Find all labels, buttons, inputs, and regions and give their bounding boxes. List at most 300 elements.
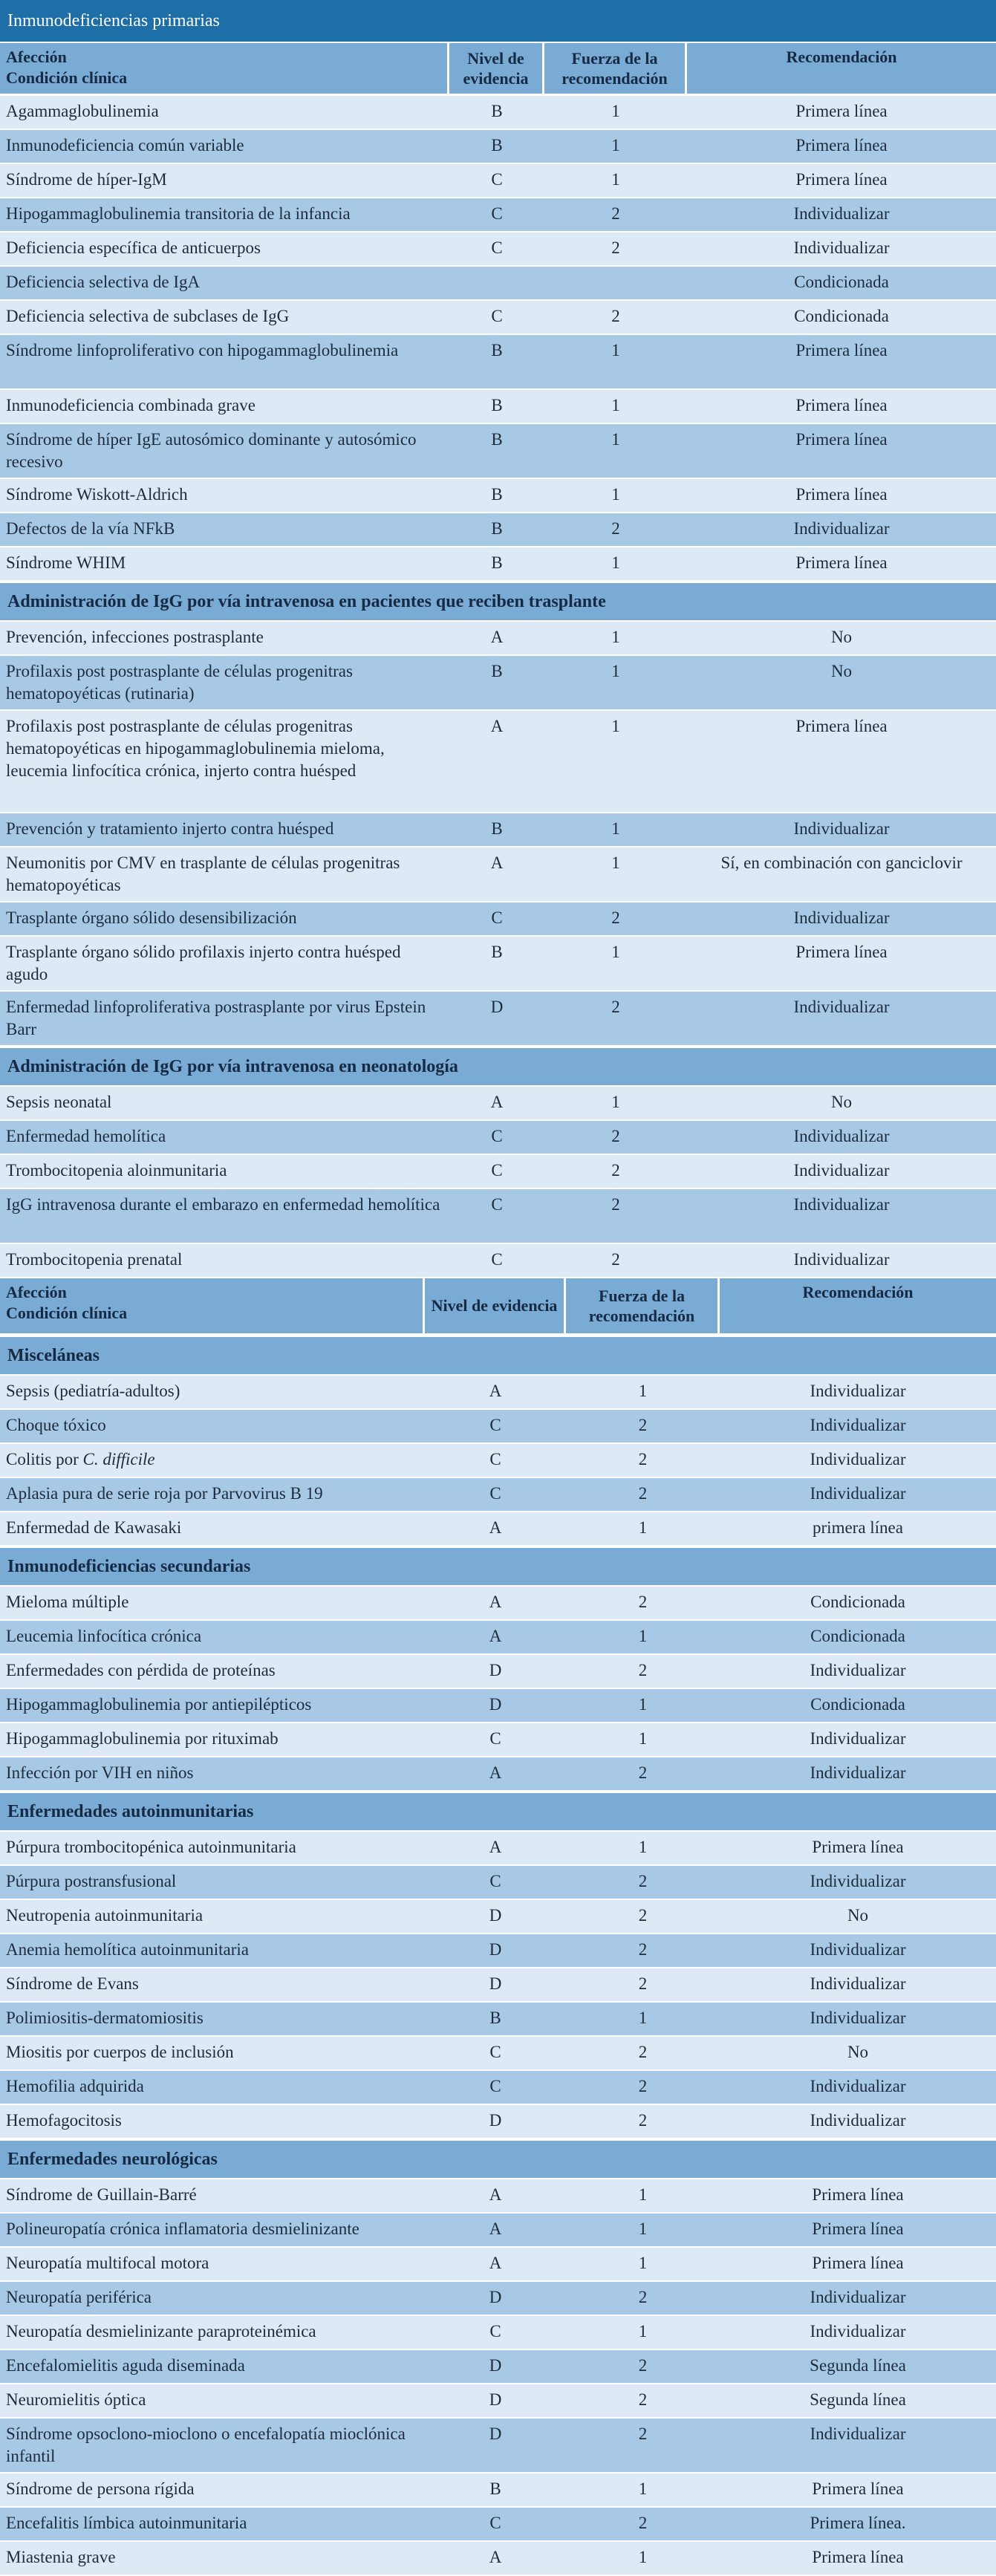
evidence-cell: C	[491, 238, 503, 257]
recommendation-cell: Primera línea	[795, 943, 888, 961]
table-row	[0, 198, 996, 232]
header-evidence: Nivel de evidencia	[449, 43, 544, 94]
recommendation-cell: Primera línea	[812, 1838, 904, 1856]
evidence-cell: B	[491, 485, 503, 504]
recommendation-cell: Primera línea	[795, 485, 888, 504]
strength-cell: 2	[611, 1127, 620, 1145]
table-row	[0, 1587, 996, 1621]
table-row	[0, 813, 996, 848]
strength-cell: 1	[638, 1382, 648, 1400]
condition-cell: Neuropatía multifocal motora	[6, 2254, 209, 2272]
recommendation-cell: Individualizar	[793, 519, 890, 538]
condition-cell: Neuropatía desmielinizante paraproteinémica	[6, 2322, 316, 2341]
table-row	[0, 96, 996, 130]
recommendation-cell: Primera línea	[795, 170, 888, 189]
strength-cell: 2	[638, 1940, 648, 1959]
strength-cell: 1	[638, 1838, 648, 1856]
recommendation-cell: Individualizar	[793, 1195, 890, 1214]
condition-cell: Síndrome linfoproliferativo con hipogammaglobulinemia	[6, 341, 399, 360]
condition-cell: Defectos de la vía NFkB	[6, 519, 175, 538]
strength-cell: 1	[611, 943, 620, 961]
evidence-cell: C	[491, 307, 503, 325]
strength-cell: 2	[638, 2043, 648, 2061]
condition-cell: Deficiencia selectiva de subclases de IgG	[6, 307, 290, 325]
header-recommendation: Recomendación	[802, 1283, 914, 1301]
strength-cell: 1	[611, 717, 620, 735]
condition-cell: Síndrome de persona rígida	[6, 2479, 195, 2498]
recommendation-cell: Segunda línea	[810, 2356, 906, 2375]
condition-cell: Encefalomielitis aguda diseminada	[6, 2356, 245, 2375]
condition-cell: Enfermedad hemolítica	[6, 1127, 166, 1145]
table-part-2	[0, 1278, 996, 2576]
evidence-cell: D	[489, 1661, 502, 1679]
condition-cell: Sepsis (pediatría-adultos)	[6, 1382, 180, 1400]
strength-cell: 2	[638, 1450, 648, 1468]
evidence-cell: A	[489, 1518, 502, 1537]
column-header-row	[0, 1278, 996, 1336]
strength-cell: 2	[611, 307, 620, 325]
table-row	[0, 2473, 996, 2508]
evidence-cell: A	[489, 2548, 502, 2566]
evidence-cell: D	[490, 998, 504, 1016]
evidence-cell: A	[490, 853, 504, 872]
condition-cell: Hipogammaglobulinemia transitoria de la infancia	[6, 204, 351, 223]
recommendation-cell: Individualizar	[810, 2009, 906, 2027]
header-condition-line1: Afección	[6, 48, 67, 66]
evidence-cell: B	[491, 396, 503, 414]
evidence-cell: B	[491, 662, 503, 680]
header-condition	[0, 43, 449, 94]
evidence-cell: B	[491, 136, 503, 155]
section-header: Enfermedades neurológicas	[0, 2139, 996, 2179]
evidence-cell: A	[489, 2219, 502, 2238]
evidence-cell: B	[491, 341, 503, 360]
header-strength: Fuerza de la recomendación	[544, 43, 687, 94]
table-row	[0, 1376, 996, 1410]
strength-cell: 1	[611, 1093, 620, 1111]
strength-cell: 1	[638, 2548, 648, 2566]
table-row	[0, 1244, 996, 1278]
evidence-cell: A	[489, 2254, 502, 2272]
table-row	[0, 513, 996, 547]
strength-cell: 1	[638, 2479, 648, 2498]
strength-cell: 2	[638, 2077, 648, 2095]
condition-cell: Mieloma múltiple	[6, 1593, 129, 1611]
strength-cell: 2	[638, 2514, 648, 2532]
condition-cell: Leucemia linfocítica crónica	[6, 1627, 202, 1645]
evidence-cell: C	[491, 1161, 503, 1180]
table-row	[0, 1689, 996, 1723]
recommendation-cell: Individualizar	[810, 1940, 906, 1959]
evidence-cell: D	[489, 2424, 502, 2443]
section-header: Enfermedades autoinmunitarias	[0, 1792, 996, 1832]
strength-cell: 2	[611, 519, 620, 538]
recommendation-cell: Primera línea	[812, 2185, 904, 2204]
evidence-cell: C	[489, 1450, 501, 1468]
condition-cell: Inmunodeficiencia común variable	[6, 136, 244, 155]
recommendation-cell: No	[830, 1093, 853, 1111]
table-row	[0, 1723, 996, 1757]
table-row	[0, 656, 996, 711]
recommendation-cell: Individualizar	[810, 2288, 906, 2306]
recommendation-cell: Individualizar	[793, 1127, 890, 1145]
condition-cell: Deficiencia específica de anticuerpos	[6, 238, 261, 257]
condition-cell: Miositis por cuerpos de inclusión	[6, 2043, 234, 2061]
strength-cell: 2	[638, 1906, 648, 1925]
evidence-cell: C	[491, 1127, 503, 1145]
condition-italic-organism: C. difficile	[82, 1450, 155, 1468]
recommendation-cell: No	[830, 662, 853, 680]
condition-cell: Neuromielitis óptica	[6, 2390, 146, 2409]
section-header: Inmunodeficiencias secundarias	[0, 1546, 996, 1587]
table-row	[0, 424, 996, 479]
recommendation-cell: Individualizar	[810, 2322, 906, 2341]
condition-cell: Síndrome WHIM	[6, 553, 126, 572]
table-title: Inmunodeficiencias primarias	[0, 0, 996, 43]
table-row	[0, 301, 996, 335]
table-row	[0, 1968, 996, 2003]
recommendation-cell: Individualizar	[810, 2424, 906, 2443]
strength-cell: 2	[638, 1416, 648, 1434]
table-row	[0, 1900, 996, 1934]
condition-cell: Hemofilia adquirida	[6, 2077, 144, 2095]
evidence-cell: B	[491, 430, 503, 449]
strength-cell: 2	[611, 998, 620, 1016]
condition-cell: Trasplante órgano sólido desensibilización	[6, 908, 297, 927]
evidence-cell: C	[489, 2043, 501, 2061]
strength-cell: 1	[638, 1695, 648, 1714]
evidence-cell: A	[489, 1838, 502, 1856]
strength-cell: 2	[638, 2390, 648, 2409]
condition-text: Colitis por	[6, 1450, 79, 1468]
strength-cell: 1	[611, 485, 620, 504]
table-row	[0, 2384, 996, 2419]
recommendation-cell: Individualizar	[810, 1661, 906, 1679]
evidence-cell: B	[491, 943, 503, 961]
evidence-cell	[449, 267, 544, 299]
evidence-cell: B	[491, 553, 503, 572]
evidence-cell: D	[489, 1695, 502, 1714]
evidence-cell: B	[489, 2009, 501, 2027]
table-row	[0, 164, 996, 198]
table-row	[0, 1621, 996, 1655]
table-row	[0, 1757, 996, 1792]
condition-cell: Síndrome Wiskott-Aldrich	[6, 485, 188, 504]
strength-cell: 1	[611, 430, 620, 449]
table-row	[0, 937, 996, 992]
condition-cell: Trombocitopenia prenatal	[6, 1250, 183, 1269]
strength-cell: 2	[611, 1250, 620, 1269]
condition-cell: Profilaxis post postrasplante de células progenitras hematopoyéticas en hipogammaglobulinemia mieloma, leucemia linfocítica crónica, injerto contra huésped	[6, 717, 385, 780]
evidence-cell: C	[491, 204, 503, 223]
strength-cell: 2	[638, 1593, 648, 1611]
table-row	[0, 2179, 996, 2214]
recommendation-cell: Primera línea	[795, 341, 888, 360]
recommendation-cell: Primera línea	[795, 136, 888, 155]
recommendation-cell: Primera línea	[795, 430, 888, 449]
section-header: Administración de IgG por vía intravenosa en pacientes que reciben trasplante	[0, 582, 996, 622]
recommendation-cell: primera línea	[813, 1518, 903, 1537]
evidence-cell: B	[491, 102, 503, 120]
strength-cell: 2	[638, 2288, 648, 2306]
strength-cell: 2	[638, 1661, 648, 1679]
condition-cell: Púrpura postransfusional	[6, 1872, 177, 1890]
table-row	[0, 2214, 996, 2248]
strength-cell: 2	[638, 1974, 648, 1993]
evidence-cell: C	[491, 1195, 503, 1214]
header-strength: Fuerza de la recomendación	[566, 1278, 720, 1333]
strength-cell: 1	[638, 2322, 648, 2341]
recommendation-cell: No	[830, 628, 853, 646]
condition-cell: Polineuropatía crónica inflamatoria desmielinizante	[6, 2219, 359, 2238]
condition-cell: Agammaglobulinemia	[6, 102, 159, 120]
recommendation-cell: Individualizar	[810, 1450, 906, 1468]
table-row	[0, 1087, 996, 1121]
strength-cell: 1	[638, 1729, 648, 1748]
condition-cell: Síndrome de híper-IgM	[6, 170, 167, 189]
evidence-cell: B	[489, 2479, 501, 2498]
evidence-cell: C	[491, 1250, 503, 1269]
condition-cell: Anemia hemolítica autoinmunitaria	[6, 1940, 250, 1959]
section-header: Misceláneas	[0, 1336, 996, 1376]
recommendation-cell: Condicionada	[810, 1627, 905, 1645]
table-row	[0, 1512, 996, 1546]
condition-cell: Hipogammaglobulinemia por rituximab	[6, 1729, 279, 1748]
header-condition-line2: Condición clínica	[6, 68, 128, 87]
table-row	[0, 2419, 996, 2473]
recommendation-cell: Individualizar	[810, 1729, 906, 1748]
condition-cell: Enfermedad linfoproliferativa postrasplante por virus Epstein Barr	[6, 998, 426, 1038]
table-row	[0, 130, 996, 164]
table-row	[0, 1189, 996, 1244]
evidence-cell: A	[489, 1763, 502, 1782]
evidence-cell: D	[489, 2288, 502, 2306]
condition-cell: Síndrome de Guillain-Barré	[6, 2185, 197, 2204]
table-row	[0, 2350, 996, 2384]
table-row	[0, 2542, 996, 2576]
recommendation-cell: Primera línea	[795, 553, 888, 572]
recommendation-cell: Segunda línea	[810, 2390, 906, 2409]
recommendation-cell: Primera línea	[812, 2219, 904, 2238]
table-row	[0, 2248, 996, 2282]
strength-cell: 1	[638, 2009, 648, 2027]
condition-cell: Infección por VIH en niños	[6, 1763, 194, 1782]
recommendation-cell: Sí, en combinación con ganciclovir	[720, 853, 963, 872]
table-row	[0, 1478, 996, 1512]
table-row	[0, 2071, 996, 2105]
header-recommendation: Recomendación	[786, 48, 897, 66]
condition-cell: Trasplante órgano sólido profilaxis injerto contra huésped agudo	[6, 943, 401, 983]
recommendation-cell: Primera línea	[812, 2479, 904, 2498]
condition-cell: Sepsis neonatal	[6, 1093, 112, 1111]
strength-cell: 2	[611, 1195, 620, 1214]
condition-cell: Síndrome de Evans	[6, 1974, 139, 1993]
recommendation-cell: Individualizar	[810, 1416, 906, 1434]
recommendation-cell: Individualizar	[793, 1161, 890, 1180]
evidence-cell: C	[489, 2514, 501, 2532]
condition-cell: Enfermedad de Kawasaki	[6, 1518, 182, 1537]
table-row	[0, 335, 996, 390]
recommendation-cell: Primera línea	[812, 2254, 904, 2272]
table-row	[0, 2316, 996, 2350]
evidence-cell: C	[491, 908, 503, 927]
strength-cell: 2	[638, 1872, 648, 1890]
column-header-row	[0, 43, 996, 96]
strength-cell: 2	[611, 238, 620, 257]
table-row	[0, 848, 996, 902]
strength-cell: 1	[611, 553, 620, 572]
table-row	[0, 1832, 996, 1866]
recommendation-cell: Condicionada	[810, 1593, 905, 1611]
recommendation-cell: Individualizar	[810, 1763, 906, 1782]
section-header: Administración de IgG por vía intravenosa en neonatología	[0, 1047, 996, 1087]
recommendation-cell: Individualizar	[793, 908, 890, 927]
recommendation-cell: No	[847, 2043, 869, 2061]
condition-cell: Púrpura trombocitopénica autoinmunitaria	[6, 1838, 296, 1856]
strength-cell: 1	[611, 662, 620, 680]
evidence-cell: D	[489, 2390, 502, 2409]
table-row	[0, 1866, 996, 1900]
condition-cell: Trombocitopenia aloinmunitaria	[6, 1161, 227, 1180]
strength-cell: 1	[611, 136, 620, 155]
strength-cell: 1	[611, 853, 620, 872]
condition-cell: Hemofagocitosis	[6, 2111, 122, 2130]
evidence-cell: A	[490, 717, 504, 735]
recommendation-cell: Individualizar	[810, 2111, 906, 2130]
recommendation-cell: Individualizar	[810, 1872, 906, 1890]
evidence-cell: C	[489, 1416, 501, 1434]
header-condition-line1: Afección	[6, 1283, 67, 1301]
condition-cell: Encefalitis límbica autoinmunitaria	[6, 2514, 247, 2532]
condition-cell: Choque tóxico	[6, 1416, 106, 1434]
recommendation-cell: Individualizar	[810, 2077, 906, 2095]
condition-cell: Enfermedades con pérdida de proteínas	[6, 1661, 276, 1679]
recommendation-cell: Condicionada	[794, 307, 889, 325]
table-row	[0, 992, 996, 1047]
table-row	[0, 1155, 996, 1189]
condition-cell: Síndrome de híper IgE autosómico dominante y autosómico recesivo	[6, 430, 417, 471]
condition-cell: Síndrome opsoclono-mioclono o encefalopatía mioclónica infantil	[6, 2424, 406, 2465]
table-row	[0, 547, 996, 582]
condition-cell: Prevención, infecciones postrasplante	[6, 628, 264, 646]
strength-cell: 2	[638, 2424, 648, 2443]
recommendation-cell: Individualizar	[793, 998, 890, 1016]
condition-cell: Neuropatía periférica	[6, 2288, 152, 2306]
evidence-cell: B	[491, 819, 503, 838]
strength-cell: 1	[638, 1518, 648, 1537]
table-row	[0, 267, 996, 301]
recommendation-cell: Condicionada	[810, 1695, 905, 1714]
recommendation-cell: Primera línea.	[810, 2514, 906, 2532]
table-row	[0, 2508, 996, 2542]
table-row	[0, 711, 996, 813]
strength-cell: 1	[638, 1627, 648, 1645]
condition-cell: Deficiencia selectiva de IgA	[6, 273, 201, 291]
evidence-cell: D	[489, 1906, 502, 1925]
condition-cell: Miastenia grave	[6, 2548, 116, 2566]
header-condition	[0, 1278, 425, 1333]
recommendation-cell: Individualizar	[793, 204, 890, 223]
evidence-cell: D	[489, 2111, 502, 2130]
table-row	[0, 902, 996, 937]
strength-cell: 1	[611, 819, 620, 838]
table-row	[0, 622, 996, 656]
evidence-cell: C	[489, 2077, 501, 2095]
table-row	[0, 232, 996, 267]
condition-cell: Aplasia pura de serie roja por Parvovirus B 19	[6, 1484, 323, 1503]
strength-cell: 1	[611, 341, 620, 360]
table-row	[0, 1655, 996, 1689]
evidence-cell: A	[489, 1382, 502, 1400]
recommendation-cell: Condicionada	[794, 273, 889, 291]
condition-cell: Neutropenia autoinmunitaria	[6, 1906, 204, 1925]
condition-cell: Polimiositis-dermatomiositis	[6, 2009, 204, 2027]
evidence-cell: D	[489, 2356, 502, 2375]
recommendation-cell: Individualizar	[793, 238, 890, 257]
recommendation-cell: Primera línea	[812, 2548, 904, 2566]
recommendation-cell: Individualizar	[810, 1974, 906, 1993]
recommendation-cell: No	[847, 1906, 869, 1925]
evidence-cell: C	[489, 1729, 501, 1748]
strength-cell: 1	[611, 170, 620, 189]
table-row	[0, 2003, 996, 2037]
strength-cell: 2	[638, 1484, 648, 1503]
table-row	[0, 390, 996, 424]
condition-cell: Profilaxis post postrasplante de células progenitras hematopoyéticas (rutinaria)	[6, 662, 353, 703]
condition-cell: Inmunodeficiencia combinada grave	[6, 396, 255, 414]
table-row	[0, 2105, 996, 2139]
strength-cell: 2	[638, 2356, 648, 2375]
evidence-cell: D	[489, 1974, 502, 1993]
evidence-cell: D	[489, 1940, 502, 1959]
recommendation-cell: Individualizar	[793, 819, 890, 838]
evidence-cell: A	[489, 2185, 502, 2204]
strength-cell: 1	[611, 102, 620, 120]
strength-cell: 2	[638, 2111, 648, 2130]
strength-cell: 2	[638, 1763, 648, 1782]
evidence-cell: A	[489, 1627, 502, 1645]
recommendation-cell: Individualizar	[810, 1484, 906, 1503]
strength-cell	[544, 267, 687, 299]
evidence-cell: A	[489, 1593, 502, 1611]
table-row	[0, 479, 996, 513]
condition-cell: IgG intravenosa durante el embarazo en enfermedad hemolítica	[6, 1195, 440, 1214]
recommendation-cell: Primera línea	[795, 717, 888, 735]
strength-cell: 2	[611, 1161, 620, 1180]
evidence-cell: B	[491, 519, 503, 538]
strength-cell: 2	[611, 908, 620, 927]
condition-cell: Hipogammaglobulinemia por antiepilépticos	[6, 1695, 312, 1714]
table-row	[0, 1121, 996, 1155]
recommendation-cell: Individualizar	[793, 1250, 890, 1269]
condition-cell: Prevención y tratamiento injerto contra huésped	[6, 819, 334, 838]
evidence-cell: C	[491, 170, 503, 189]
header-evidence: Nivel de evidencia	[425, 1278, 566, 1333]
table-row	[0, 1934, 996, 1968]
evidence-cell: A	[490, 628, 504, 646]
condition-cell	[0, 1444, 425, 1477]
table-row	[0, 2037, 996, 2071]
table-row	[0, 1410, 996, 1444]
header-condition-line2: Condición clínica	[6, 1303, 128, 1322]
evidence-cell: C	[489, 1484, 501, 1503]
strength-cell: 1	[611, 396, 620, 414]
recommendation-cell: Individualizar	[810, 1382, 906, 1400]
table-row	[0, 1444, 996, 1478]
evidence-cell: A	[490, 1093, 504, 1111]
strength-cell: 2	[611, 204, 620, 223]
evidence-cell: C	[489, 1872, 501, 1890]
